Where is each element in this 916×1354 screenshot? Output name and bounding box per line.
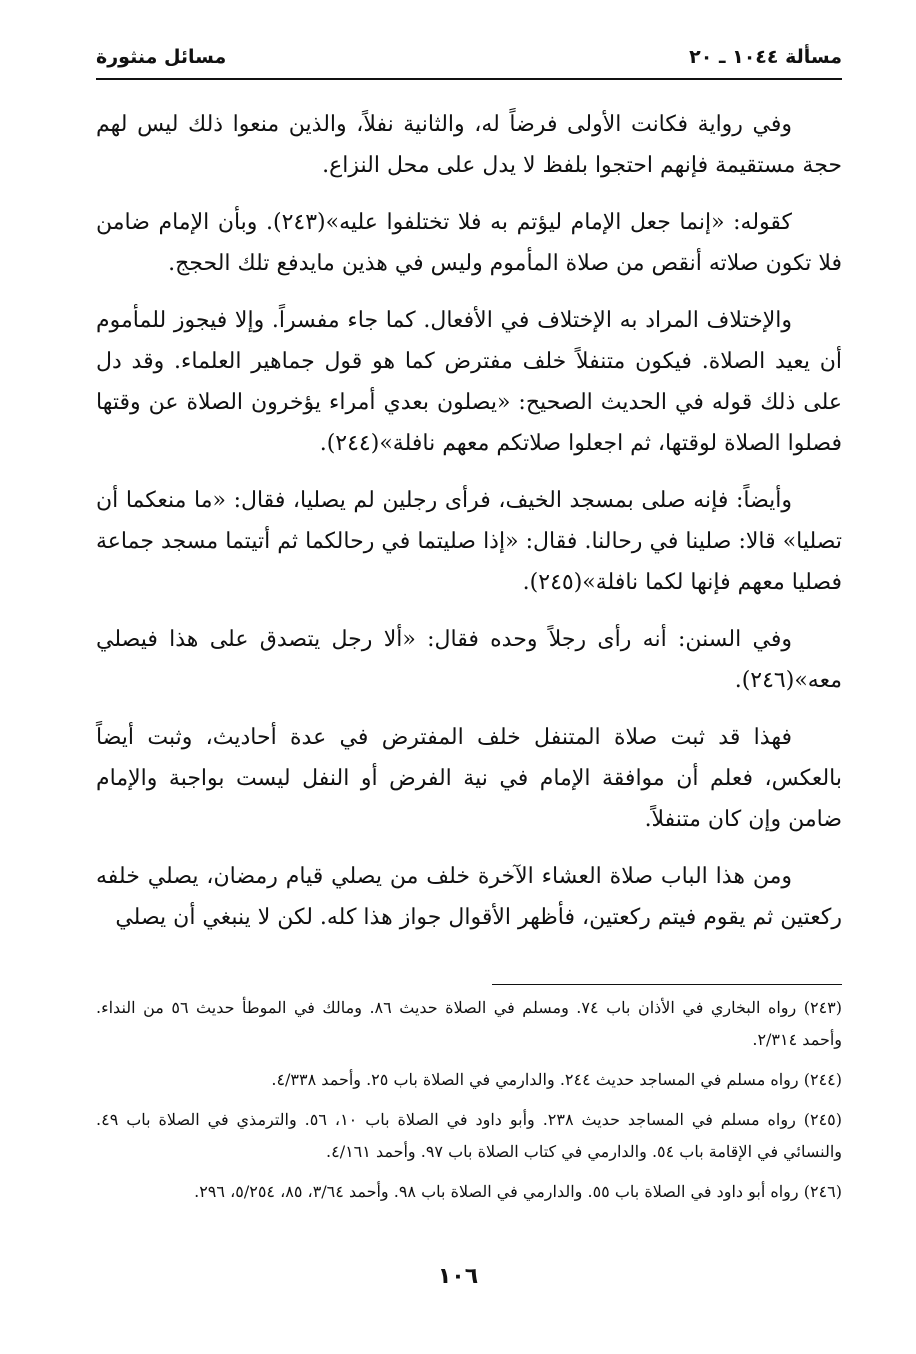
footnote: (٢٤٥) رواه مسلم في المساجد حديث ٢٣٨. وأبو داود في الصلاة باب ١٠، ٥٦. والترمذي في الصلاة باب ٤٩. والنسائي في الإقامة باب ٥٤. والدارمي في كتاب الصلاة باب ٩٧. وأحمد ٤/١٦١. [96, 1110, 843, 1161]
page-number: ١٠٦ [437, 1264, 479, 1289]
paragraph: والإختلاف المراد به الإختلاف في الأفعال. كما جاء مفسراً. وإلا فيجوز للمأموم أن يعيد الصلاة. فيكون متنفلاً خلف مفترض كما هو قول جماهير العلماء. وقد دل على ذلك قوله في الحديث الصحيح: «يصلون بعدي أمراء يؤخرون الصلاة عن وقتها فصلوا الصلاة لوقتها، ثم اجعلوا صلاتكم معهم نافلة»(٢٤٤). [96, 308, 842, 456]
paragraph: وفي السنن: أنه رأى رجلاً وحده فقال: «ألا رجل يتصدق على هذا فيصلي معه»(٢٤٦). [96, 627, 842, 693]
footnote: (٢٤٣) رواه البخاري في الأذان باب ٧٤. ومسلم في الصلاة حديث ٨٦. ومالك في الموطأ حديث ٥٦ من النداء. وأحمد ٢/٣١٤. [96, 998, 843, 1049]
paragraph: فهذا قد ثبت صلاة المتنفل خلف المفترض في عدة أحاديث، وثبت أيضاً بالعكس، فعلم أن موافقة الإمام في نية الفرض أو النفل ليست بواجبة والإمام ضامن وإن كان متنفلاً. [96, 725, 842, 832]
chapter-title: مسائل منثورة [96, 46, 227, 68]
header-divider [96, 78, 842, 80]
footnote-divider [492, 984, 842, 985]
footnote: (٢٤٤) رواه مسلم في المساجد حديث ٢٤٤. والدارمي في الصلاة باب ٢٥. وأحمد ٤/٣٣٨. [271, 1070, 842, 1089]
footnotes [96, 992, 842, 1216]
paragraph: وأيضاً: فإنه صلى بمسجد الخيف، فرأى رجلين لم يصليا، فقال: «ما منعكما أن تصليا» قالا: صلينا في رحالنا. فقال: «إذا صليتما في رحالكما ثم أتيتما مسجد جماعة فصليا معهم فإنها لكما نافلة»(٢٤٥). [96, 488, 842, 595]
paragraph: كقوله: «إنما جعل الإمام ليؤتم به فلا تختلفوا عليه»(٢٤٣). وبأن الإمام ضامن فلا تكون صلاته أنقص من صلاة المأموم وليس في هذين مايدفع تلك الحجج. [96, 210, 842, 276]
paragraph: وفي رواية فكانت الأولى فرضاً له، والثانية نفلاً، والذين منعوا ذلك ليس لهم حجة مستقيمة فإنهم احتجوا بلفظ لا يدل على محل النزاع. [96, 112, 842, 178]
main-text [96, 104, 842, 954]
footnote: (٢٤٦) رواه أبو داود في الصلاة باب ٥٥. والدارمي في الصلاة باب ٩٨. وأحمد ٣/٦٤، ٨٥، ٥/٢٥٤، ٢٩٦. [194, 1182, 842, 1201]
issue-number: مسألة ١٠٤٤ ـ ٢٠ [689, 46, 842, 68]
running-header [96, 44, 842, 74]
paragraph: ومن هذا الباب صلاة العشاء الآخرة خلف من يصلي قيام رمضان، يصلي خلفه ركعتين ثم يقوم فيتم ركعتين، فأظهر الأقوال جواز هذا كله. لكن لا ينبغي أن يصلي [96, 864, 842, 930]
